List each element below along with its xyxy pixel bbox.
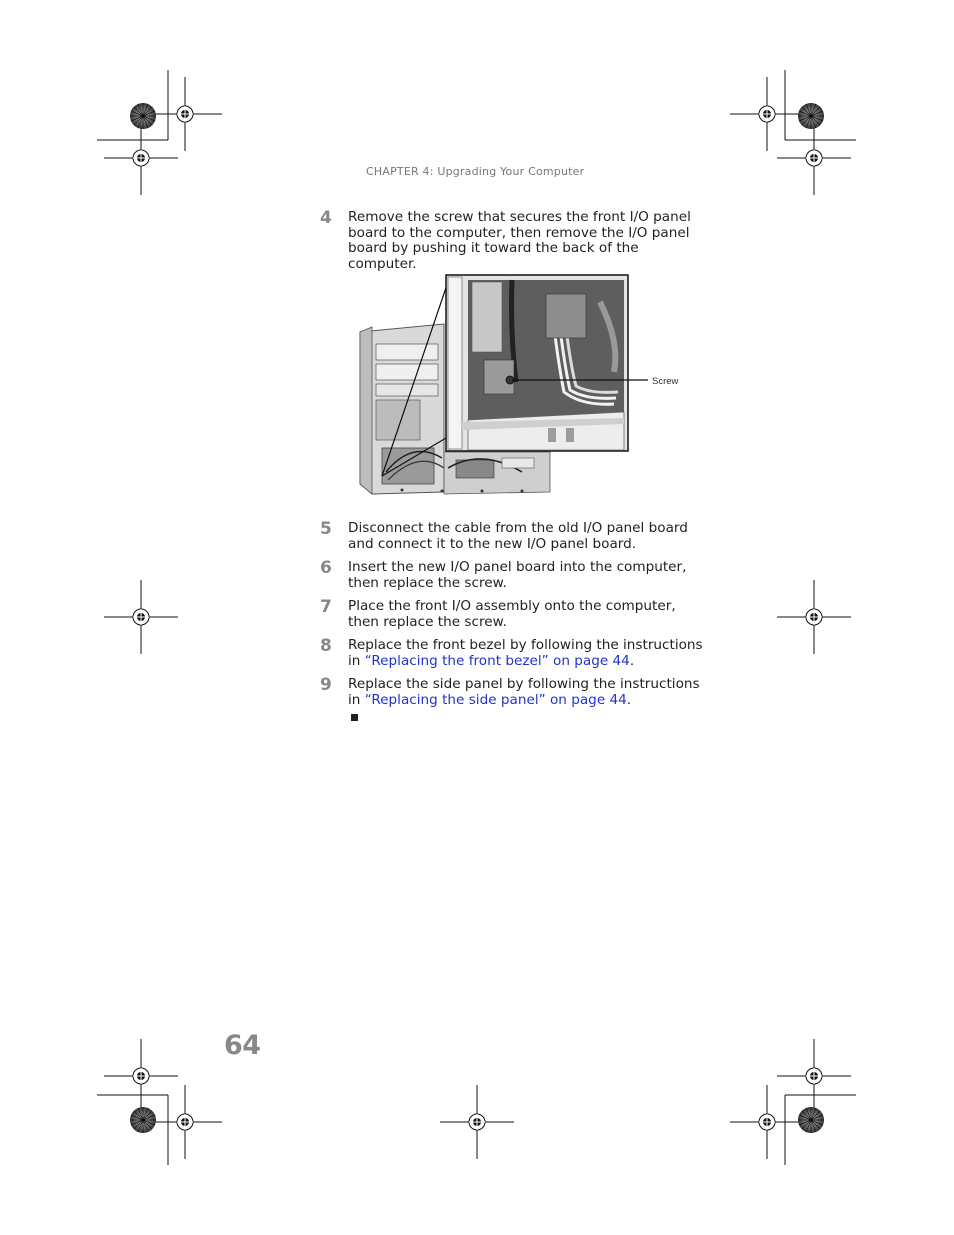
screw-callout-label: Screw bbox=[652, 376, 679, 387]
step-number: 9 bbox=[320, 675, 332, 695]
step-5 bbox=[320, 521, 710, 552]
step-9 bbox=[320, 677, 710, 708]
step-text: Place the front I/O assembly onto the computer, then replace the screw. bbox=[348, 598, 676, 630]
step-8 bbox=[320, 638, 710, 669]
step-number: 6 bbox=[320, 558, 332, 578]
step-text: Replace the side panel by following the instructions in “Replacing the side panel” on page 44. bbox=[348, 676, 700, 708]
running-header: CHAPTER 4: Upgrading Your Computer bbox=[366, 165, 585, 178]
io-panel-figure bbox=[352, 272, 692, 498]
end-of-section-marker bbox=[351, 714, 358, 721]
link-replacing-side-panel[interactable]: “Replacing the side panel” on page 44 bbox=[364, 691, 627, 708]
step-7 bbox=[320, 599, 710, 630]
link-replacing-front-bezel[interactable]: “Replacing the front bezel” on page 44 bbox=[364, 652, 630, 669]
step-number: 7 bbox=[320, 597, 332, 617]
step-number: 8 bbox=[320, 636, 332, 656]
step-4 bbox=[320, 210, 710, 272]
page-number: 64 bbox=[224, 1030, 261, 1061]
step-number: 4 bbox=[320, 208, 332, 228]
step-text: Remove the screw that secures the front I/O panel board to the computer, then remove the I/O panel board by pushing it toward the back of the computer. bbox=[348, 209, 691, 272]
step-text: Disconnect the cable from the old I/O panel board and connect it to the new I/O panel board. bbox=[348, 520, 688, 552]
step-number: 5 bbox=[320, 519, 332, 539]
step-6 bbox=[320, 560, 710, 591]
step-text: Insert the new I/O panel board into the computer, then replace the screw. bbox=[348, 559, 687, 591]
step-text: Replace the front bezel by following the instructions in “Replacing the front bezel” on page 44. bbox=[348, 637, 703, 669]
zoom-inset bbox=[446, 275, 628, 451]
